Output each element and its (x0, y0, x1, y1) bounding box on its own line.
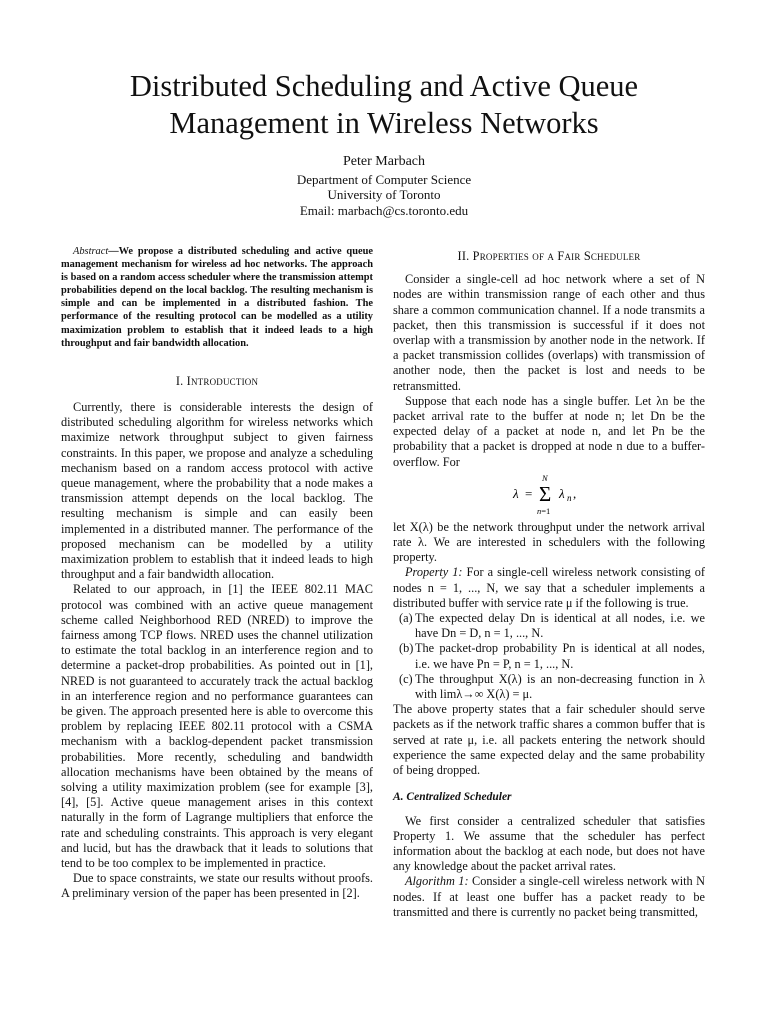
svg-text:λ: λ (559, 485, 565, 501)
subsection-heading-centralized: A. Centralized Scheduler (393, 791, 512, 804)
abstract-dash: — (108, 246, 119, 257)
section-heading-properties (393, 249, 705, 264)
right-column (393, 245, 705, 920)
intro-paragraph-1: Currently, there is considerable interests the design of distributed scheduling algorithm for wireless networks which maximize network throughput subject to given fairness constraints. In this paper, we propose and analyze a scheduling mechanism based on a random access protocol with active queue management, where the probability that a node makes a transmission attempt depends on the local backlog. The resulting mechanism is simple and can easily been implemented in a distributed manner. The performance of the proposed mechanism can be modelled by a utility maximization problem to establish that it indeed leads to high throughput and a fair bandwidth allocation. (61, 399, 373, 582)
item-text: The throughput X(λ) is an non-decreasing function in λ with limλ→∞ X(λ) = μ. (415, 671, 705, 702)
property-lead: Property 1: (405, 565, 463, 580)
svg-text:,: , (573, 485, 577, 501)
title-line-2: Management in Wireless Networks (169, 106, 599, 140)
section-title: Properties of a Fair Scheduler (472, 249, 641, 263)
list-item (393, 672, 705, 702)
author-name: Peter Marbach (342, 154, 426, 169)
svg-text:n: n (567, 492, 572, 503)
property-list (393, 611, 705, 702)
abstract-lead: Abstract (73, 246, 109, 257)
section-heading-introduction (61, 374, 373, 389)
author-block (184, 154, 584, 218)
sec2-paragraph-1: Consider a single-cell ad hoc network where a set of N nodes are within transmission range of each other and thus share a common communication channel. If a node transmits a packet, then this transmission is successful if it does not overlap with a transmission by another node in the network. If a packet transmission collides (overlaps) with transmission of another node, then the packet is lost and needs to be retransmitted. (393, 272, 705, 393)
intro-paragraph-3: Due to space constraints, we state our results without proofs. A preliminary version of the paper has been presented in [2]. (61, 871, 373, 901)
section-number: II. (457, 249, 473, 263)
abstract-text: We propose a distributed scheduling and active queue management mechanism for wireless ad hoc networks. The approach is based on a random access scheduler where the transmission attempt probabilities depend on the local backlog. The resulting mechanism is simple and can be implemented in a distributed fashion. The performance of the resulting protocol can be modelled as a utility maximization problem to establish that it indeed leads to a high throughput and fair bandwidth allocation. (61, 246, 373, 349)
item-label: (c) (399, 671, 413, 686)
property-1 (393, 565, 705, 611)
section-number: I. (175, 373, 187, 388)
sec2-paragraph-4: The above property states that a fair scheduler should serve packets as if the network traffic shares a common buffer that is served at rate μ, i.e. all packets entering the network should experience the same expected delay and the same probability of being dropped. (393, 702, 705, 778)
sec2-paragraph-3: let X(λ) be the network throughput under the network arrival rate λ. We are interested in schedulers with the following property. (393, 519, 705, 565)
svg-text:Σ: Σ (539, 481, 552, 506)
algorithm-text: Consider a single-cell wireless network with N nodes. If at least one buffer has a packet ready to be transmitted and there is currently no packet being transmitted, (393, 874, 705, 919)
item-text: The expected delay Dn is identical at all nodes, i.e. we have Dn = D, n = 1, ..., N. (415, 611, 705, 641)
svg-text:n=1: n=1 (537, 505, 551, 516)
author-email: Email: marbach@cs.toronto.edu (299, 202, 469, 218)
paper-title (60, 68, 708, 142)
item-label: (b) (399, 641, 414, 656)
abstract (61, 245, 373, 350)
svg-text:N: N (542, 472, 548, 483)
intro-paragraph-2: Related to our approach, in [1] the IEEE 802.11 MAC protocol was combined with an active queue management scheme called Neighborhood RED (NRED) to improve the fairness among TCP flows. NRED uses the channel utilization to estimate the total backlog in an interference region and to determine a packet-drop probabilities. As pointed out in [1], NRED is not guaranteed to accurately track the actual backlog in an interference region and no performance guarantees can be given. The approach presented here is able to overcome this problem by replacing IEEE 802.11 protocol with a CSMA mechanism with a backlog-dependent packet transmission probabilities. More recently, scheduling and bandwidth allocation mechanisms have been obtained by the means of solving a utility maximization problem (see for example [3], [4], [5]. Active queue management arises in this context naturally in the form of Lagrange multipliers that enforce the rate and scheduling constraints. This approach is very elegant and lucid, but has the drawback that it leads to solutions that tend to be too complex to be implemented in practice. (61, 582, 373, 871)
sec2-paragraph-2: Suppose that each node has a single buffer. Let λn be the packet arrival rate to the buffer at node n; let Dn be the expected delay of a packet at node n, and let Pn be the probability that a packet is dropped at node n due to a buffer-overflow. For (393, 393, 705, 469)
list-item (393, 611, 705, 641)
svg-text:λ: λ (513, 485, 519, 501)
affiliation-department: Department of Computer Science (296, 172, 472, 188)
algorithm-lead: Algorithm 1: (405, 874, 469, 889)
item-label: (a) (399, 611, 413, 626)
equation-graphic (503, 472, 603, 518)
svg-text:=: = (525, 485, 533, 501)
left-column (61, 245, 373, 902)
list-item (393, 641, 705, 671)
property-text: For a single-cell wireless network consisting of nodes n = 1, ..., N, we say that a scheduler implements a distributed buffer with service rate μ if the following is true. (393, 565, 706, 610)
sec2-paragraph-5: We first consider a centralized scheduler that satisfies Property 1. We assume that the scheduler has perfect information about the backlog at each node, but does not have any knowledge about the packet arrival rates. (393, 813, 705, 874)
section-title: Introduction (186, 373, 259, 388)
affiliation-university: University of Toronto (327, 187, 441, 203)
equation-lambda-sum (393, 472, 705, 518)
title-line-1: Distributed Scheduling and Active Queue (129, 69, 639, 103)
item-text: The packet-drop probability Pn is identical at all nodes, i.e. we have Pn = P, n = 1, ..., N. (415, 641, 705, 671)
algorithm-1 (393, 874, 705, 920)
